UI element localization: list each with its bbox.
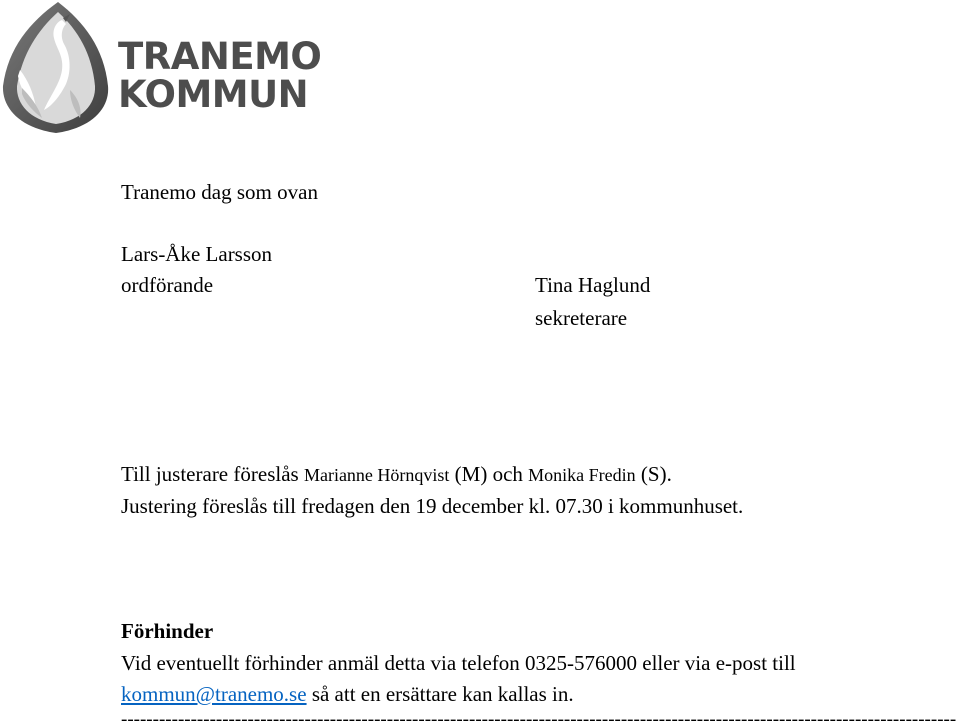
adjuster-1-name: Marianne Hörnqvist [303,465,450,485]
adjusters-prefix: Till justerare föreslås [121,462,299,486]
adjusters-period: . [666,462,672,486]
crane-shield-icon [0,0,112,135]
hinder-heading: Förhinder [121,619,214,643]
hinder-line-1: Vid eventuellt förhinder anmäl detta via telefon 0325-576000 eller via e-post till [121,651,796,675]
hinder-line-2-rest: så att en ersättare kan kallas in. [311,682,574,706]
hinder-line-2 [121,682,574,706]
logo-wordmark [118,35,322,116]
logo-line-1: TRANEMO [118,35,322,78]
chair-name: Lars-Åke Larsson [121,242,273,266]
adjusters-and: och [492,462,523,486]
logo-line-2: KOMMUN [118,73,309,116]
adjuster-1-party: (M) [454,462,488,486]
chair-title: ordförande [121,273,214,297]
email-link[interactable]: kommun@tranemo.se [121,682,307,706]
secretary-title: sekreterare [535,306,628,330]
adjuster-2-party: (S) [640,462,667,486]
adjustment-date-line: Justering föreslås till fredagen den 19 december kl. 07.30 i kommunhuset. [121,494,744,518]
tranemo-kommun-logo [0,0,322,135]
place-date-line: Tranemo dag som ovan [121,180,318,204]
adjusters-line-1 [121,462,672,487]
adjuster-2-name: Monika Fredin [528,465,636,485]
separator-line: ------------------------------------------------------------------------------------------------------------------------------------ [121,712,957,728]
secretary-name: Tina Haglund [535,273,651,297]
